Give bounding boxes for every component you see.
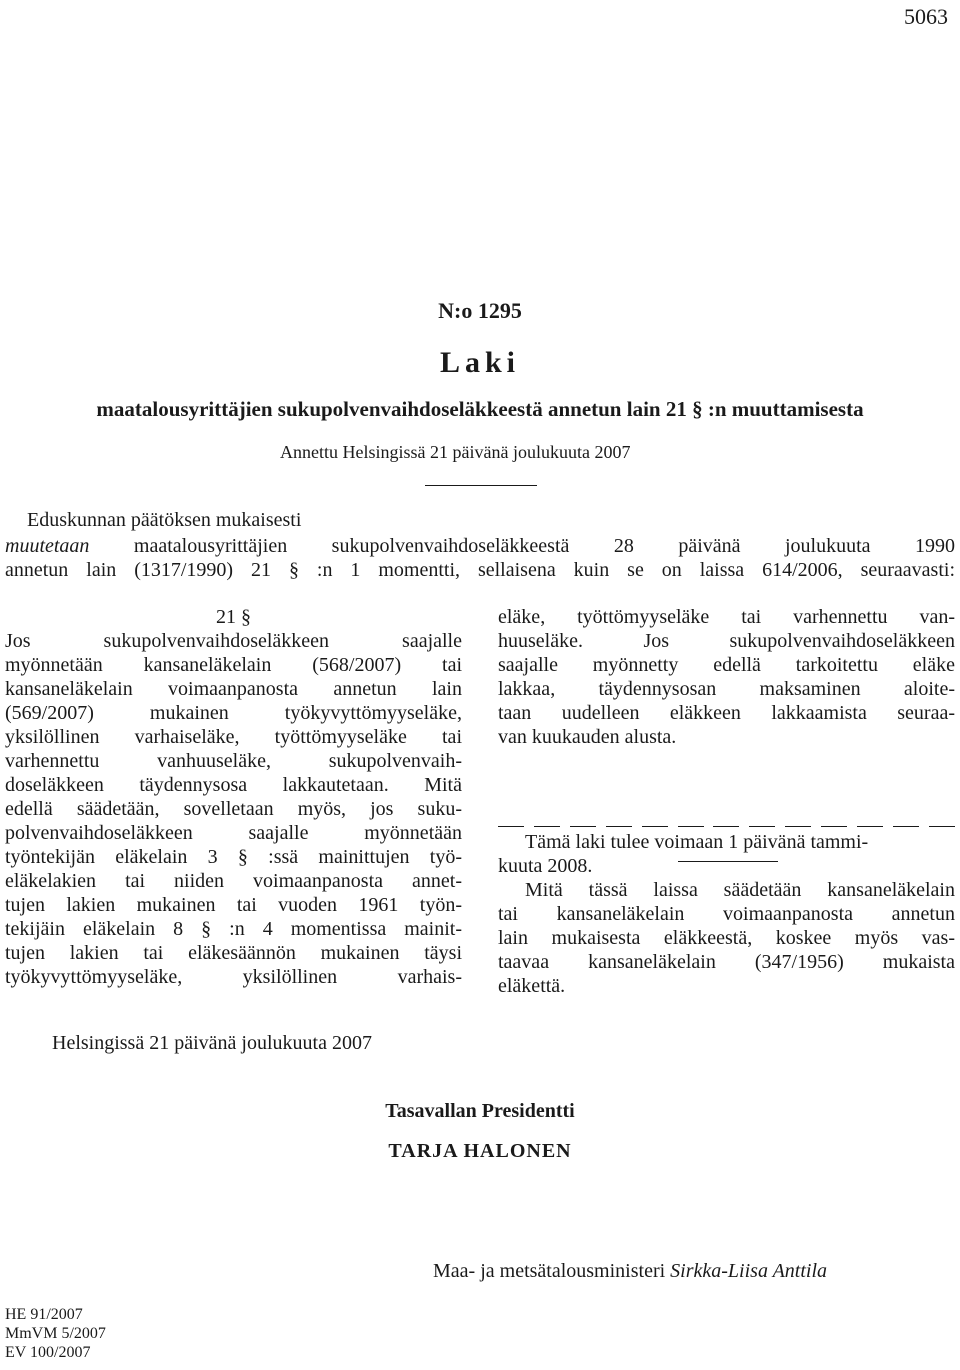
- preamble-line-2-rest: maatalousyrittäjien sukupolvenvaihdoseläkkeestä 28 päivänä joulukuuta 1990: [89, 535, 955, 557]
- section-text-line: yksilöllinen varhaiseläke, työttömyyseläke tai: [5, 726, 462, 748]
- dash: [893, 826, 919, 827]
- entry-text-line: tai kansaneläkelain voimaanpanosta annetun: [498, 903, 955, 925]
- document-subtitle: maatalousyrittäjien sukupolvenvaihdoseläkkeestä annetun lain 21 § :n muuttamisesta: [96, 397, 864, 421]
- section-text-line: eläke, työttömyyseläke tai varhennettu van-: [498, 606, 955, 628]
- dash: [749, 826, 775, 827]
- signature-title: Tasavallan Presidentti: [385, 1100, 575, 1122]
- section-text-line: myönnetään kansaneläkelain (568/2007) tai: [5, 654, 462, 676]
- section-text-line: kansaneläkelain voimaanpanosta annetun lain: [5, 678, 462, 700]
- dash: [678, 826, 704, 827]
- section-right-column: [498, 605, 955, 749]
- preamble-line-2: [5, 534, 955, 558]
- dash: [785, 826, 811, 827]
- dash: [498, 826, 524, 827]
- dash: [929, 826, 955, 827]
- section-text-line: tujen lakien mukainen tai vuoden 1961 työn-: [5, 894, 462, 916]
- page-number: 5063: [904, 4, 948, 29]
- section-text-line: Jos sukupolvenvaihdoseläkkeen saajalle: [5, 630, 462, 652]
- dash: [642, 826, 668, 827]
- given-date: Annettu Helsingissä 21 päivänä joulukuuta 2007: [280, 442, 631, 462]
- title-divider: [425, 485, 537, 486]
- entry-text-line: Mitä tässä laissa säädetään kansaneläkelain: [525, 879, 955, 901]
- dash: [534, 826, 560, 827]
- omission-dashes: [498, 826, 955, 827]
- section-text-line: saajalle myönnetty edellä tarkoitettu eläke: [498, 654, 955, 676]
- entry-text-line: lain mukaisesta eläkkeestä, koskee myös vas-: [498, 927, 955, 949]
- dash: [821, 826, 847, 827]
- entry-text-line: taavaa kansaneläkelain (347/1956) mukaista: [498, 951, 955, 973]
- statute-number: N:o 1295: [438, 298, 522, 323]
- section-text-line: eläkelakien tai niiden voimaanpanosta annet-: [5, 870, 462, 892]
- section-text-line: työkyvyttömyyseläke, yksilöllinen varhais-: [5, 966, 462, 988]
- section-text-line: tekijäin eläkelain 8 § :n 4 momentissa mainit-: [5, 918, 462, 940]
- preamble-line-3: annetun lain (1317/1990) 21 § :n 1 momentti, sellaisena kuin se on laissa 614/2006, seuraavasti:: [5, 559, 955, 581]
- dash: [713, 826, 739, 827]
- reference-item: HE 91/2007: [5, 1306, 83, 1323]
- section-text-line: työntekijän eläkelain 3 § :ssä mainittujen työ-: [5, 846, 462, 868]
- reference-item: EV 100/2007: [5, 1344, 91, 1361]
- preamble-intro: Eduskunnan päätöksen mukaisesti: [27, 509, 302, 531]
- preamble-body: [5, 534, 955, 582]
- section-text-line: polvenvaihdoseläkkeen saajalle myönnetään: [5, 822, 462, 844]
- entry-into-force: [498, 830, 955, 998]
- entry-text-line: Tämä laki tulee voimaan 1 päivänä tammi-: [525, 831, 869, 853]
- entry-text-line: kuuta 2008.: [498, 855, 593, 877]
- minister-role: Maa- ja metsätalousministeri: [433, 1260, 671, 1282]
- reference-item: MmVM 5/2007: [5, 1325, 106, 1342]
- section-text-line: (569/2007) mukainen työkyvyttömyyseläke,: [5, 702, 462, 724]
- preamble-verb: muutetaan: [5, 535, 90, 557]
- section-left-column: [5, 605, 462, 989]
- dash: [857, 826, 883, 827]
- section-text-line: tujen lakien tai eläkesäännön mukainen täysi: [5, 942, 462, 964]
- section-text-line: edellä säädetään, sovelletaan myös, jos suku-: [5, 798, 462, 820]
- legislative-references: [5, 1305, 106, 1362]
- dash: [570, 826, 596, 827]
- section-text-line: lakkaa, täydennysosan maksaminen aloite-: [498, 678, 955, 700]
- signature-name: TARJA HALONEN: [388, 1140, 572, 1162]
- section-text-line: van kuukauden alusta.: [498, 726, 677, 748]
- section-label: 21 §: [216, 606, 251, 628]
- signature-place-date: Helsingissä 21 päivänä joulukuuta 2007: [52, 1032, 372, 1054]
- section-text-line: doseläkkeen täydennysosa lakkautetaan. Mitä: [5, 774, 462, 796]
- section-text-line: taan uudelleen eläkkeen lakkaamista seuraa-: [498, 702, 955, 724]
- minister-signature: [433, 1260, 827, 1283]
- minister-name: Sirkka-Liisa Anttila: [670, 1260, 828, 1282]
- document-title: Laki: [439, 346, 521, 379]
- entry-text-line: eläkettä.: [498, 975, 566, 997]
- section-text-line: varhennettu vanhuuseläke, sukupolvenvaih-: [5, 750, 462, 772]
- section-text-line: huuseläke. Jos sukupolvenvaihdoseläkkeen: [498, 630, 955, 652]
- dash: [606, 826, 632, 827]
